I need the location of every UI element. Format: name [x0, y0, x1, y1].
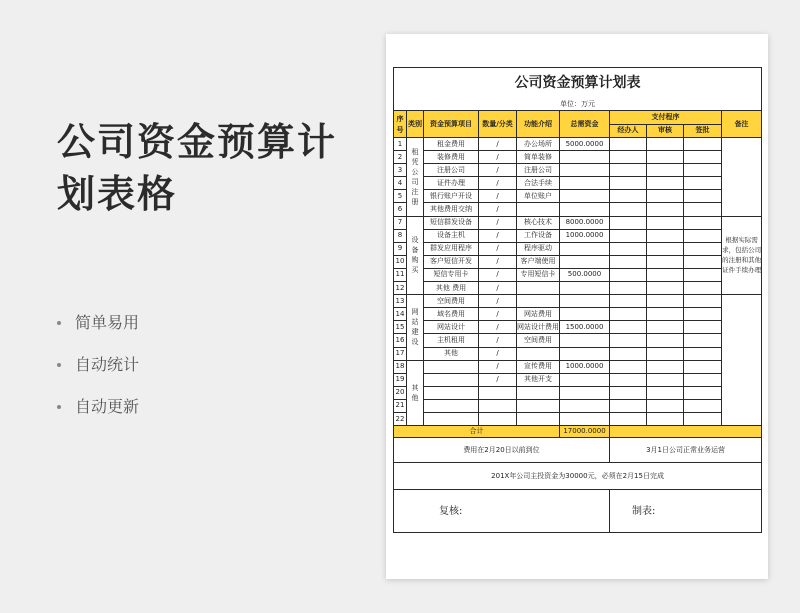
cell-item: 空间费用: [424, 295, 479, 308]
cell-qty: /: [479, 229, 517, 242]
cell-item: 网站设计: [424, 321, 479, 334]
cell-item: 其他: [424, 347, 479, 360]
cell-sign: [684, 295, 722, 308]
cell-handler: [610, 282, 647, 295]
cell-seq: 22: [394, 412, 407, 425]
cell-seq: 11: [394, 268, 407, 281]
header-sign: 签批: [684, 124, 722, 138]
cell-seq: 13: [394, 295, 407, 308]
cell-review: [647, 282, 684, 295]
cell-qty: /: [479, 295, 517, 308]
cell-sign: [684, 386, 722, 399]
table-row: [394, 334, 762, 347]
cell-sign: [684, 255, 722, 268]
cell-remark-note: 根据实际需求，包括公司的注册和其他证件手续办理: [722, 216, 762, 295]
cell-amount: 1000.0000: [560, 229, 610, 242]
cell-qty: /: [479, 164, 517, 177]
cell-amount: [560, 255, 610, 268]
cell-qty: /: [479, 216, 517, 229]
cell-handler: [610, 347, 647, 360]
cell-review: [647, 268, 684, 281]
header-category: 类别: [407, 111, 424, 138]
cell-qty: /: [479, 203, 517, 216]
cell-review: [647, 138, 684, 151]
table-row: [394, 399, 762, 412]
cell-function: 网站设计费用: [517, 321, 560, 334]
total-label: 合计: [394, 426, 560, 438]
cell-item: 主机租用: [424, 334, 479, 347]
cell-sign: [684, 203, 722, 216]
table-row: [394, 242, 762, 255]
header-item: 资金预算项目: [424, 111, 479, 138]
cell-function: 程序驱动: [517, 242, 560, 255]
cell-item: 装修费用: [424, 151, 479, 164]
table-row: [394, 203, 762, 216]
cell-amount: [560, 373, 610, 386]
cell-qty: /: [479, 177, 517, 190]
cell-seq: 6: [394, 203, 407, 216]
header-qty: 数量/分类: [479, 111, 517, 138]
cell-seq: 12: [394, 282, 407, 295]
unit-label: 单位：万元: [394, 98, 762, 111]
cell-item: [424, 373, 479, 386]
table-row: [394, 268, 762, 281]
cell-function: 其他开支: [517, 373, 560, 386]
budget-table: [393, 67, 762, 533]
cell-item: 设备主机: [424, 229, 479, 242]
note-right: 3月1日公司正常业务运营: [610, 438, 762, 463]
cell-review: [647, 242, 684, 255]
cell-handler: [610, 164, 647, 177]
cell-amount: 1500.0000: [560, 321, 610, 334]
cell-review: [647, 177, 684, 190]
cell-function: [517, 203, 560, 216]
cell-seq: 5: [394, 190, 407, 203]
cell-sign: [684, 399, 722, 412]
cell-qty: /: [479, 334, 517, 347]
cell-amount: [560, 151, 610, 164]
cell-function: 工作设备: [517, 229, 560, 242]
cell-handler: [610, 308, 647, 321]
cell-amount: [560, 308, 610, 321]
cell-review: [647, 255, 684, 268]
header-pay: 支付程序: [610, 111, 722, 125]
cell-review: [647, 334, 684, 347]
cell-handler: [610, 373, 647, 386]
cell-qty: [479, 386, 517, 399]
cell-review: [647, 308, 684, 321]
cell-seq: 8: [394, 229, 407, 242]
cell-seq: 20: [394, 386, 407, 399]
cell-amount: [560, 177, 610, 190]
cell-sign: [684, 347, 722, 360]
cell-sign: [684, 268, 722, 281]
cell-amount: [560, 334, 610, 347]
total-blank: [610, 426, 762, 438]
cell-qty: /: [479, 282, 517, 295]
header-remark: 备注: [722, 111, 762, 138]
cell-item: 域名费用: [424, 308, 479, 321]
cell-qty: /: [479, 242, 517, 255]
cell-qty: /: [479, 373, 517, 386]
bullet-dot-icon: [57, 405, 61, 409]
cell-amount: 5000.0000: [560, 138, 610, 151]
cell-review: [647, 164, 684, 177]
cell-sign: [684, 242, 722, 255]
cell-qty: /: [479, 190, 517, 203]
cell-function: [517, 412, 560, 425]
cell-qty: [479, 399, 517, 412]
cell-qty: /: [479, 138, 517, 151]
table-row: [394, 190, 762, 203]
cell-seq: 17: [394, 347, 407, 360]
cell-seq: 10: [394, 255, 407, 268]
cell-qty: /: [479, 360, 517, 373]
cell-qty: /: [479, 151, 517, 164]
table-row: [394, 360, 762, 373]
cell-item: 银行账户开设: [424, 190, 479, 203]
table-row: [394, 282, 762, 295]
cell-review: [647, 360, 684, 373]
cell-sign: [684, 138, 722, 151]
cell-qty: /: [479, 268, 517, 281]
cell-amount: [560, 399, 610, 412]
cell-qty: /: [479, 255, 517, 268]
cell-handler: [610, 399, 647, 412]
header-total: 总需资金: [560, 111, 610, 138]
table-row: [394, 255, 762, 268]
cell-function: 空间费用: [517, 334, 560, 347]
feature-item: 自动更新: [57, 397, 139, 439]
cell-function: [517, 399, 560, 412]
total-value: 17000.0000: [560, 426, 610, 438]
table-row: [394, 177, 762, 190]
slide-title-line1: 公司资金预算计: [57, 120, 338, 164]
table-row: [394, 373, 762, 386]
cell-handler: [610, 138, 647, 151]
cell-seq: 7: [394, 216, 407, 229]
cell-seq: 3: [394, 164, 407, 177]
table-row: [394, 164, 762, 177]
cell-amount: [560, 347, 610, 360]
cell-review: [647, 399, 684, 412]
cell-seq: 15: [394, 321, 407, 334]
cell-sign: [684, 321, 722, 334]
cell-sign: [684, 308, 722, 321]
maker-label: 制表:: [610, 490, 762, 533]
table-row: [394, 216, 762, 229]
table-row: [394, 138, 762, 151]
cell-sign: [684, 360, 722, 373]
cell-sign: [684, 334, 722, 347]
cell-item: 客户短信开发: [424, 255, 479, 268]
header-review: 审核: [647, 124, 684, 138]
cell-sign: [684, 164, 722, 177]
schedule-row: [394, 438, 762, 463]
cell-item: [424, 399, 479, 412]
cell-function: 注册公司: [517, 164, 560, 177]
cell-handler: [610, 412, 647, 425]
cell-handler: [610, 190, 647, 203]
cell-amount: 8000.0000: [560, 216, 610, 229]
cell-seq: 2: [394, 151, 407, 164]
cell-function: 核心技术: [517, 216, 560, 229]
cell-qty: /: [479, 347, 517, 360]
note-left: 费用在2月20日以前到位: [394, 438, 610, 463]
signature-row: [394, 490, 762, 533]
cell-handler: [610, 242, 647, 255]
cell-function: 宣传费用: [517, 360, 560, 373]
feature-item: 简单易用: [57, 313, 139, 355]
cell-item: 短信专用卡: [424, 268, 479, 281]
table-title: 公司资金预算计划表: [394, 68, 762, 99]
investment-row: [394, 463, 762, 490]
cell-function: 单位账户: [517, 190, 560, 203]
cell-amount: [560, 386, 610, 399]
cell-sign: [684, 216, 722, 229]
cell-item: 群发应用程序: [424, 242, 479, 255]
total-row: [394, 426, 762, 438]
cell-remark: [722, 138, 762, 217]
cell-function: 网站费用: [517, 308, 560, 321]
cell-handler: [610, 360, 647, 373]
cell-handler: [610, 268, 647, 281]
cell-amount: [560, 282, 610, 295]
spreadsheet-preview: [386, 34, 768, 579]
cell-function: [517, 347, 560, 360]
table-row: [394, 151, 762, 164]
cell-amount: 500.0000: [560, 268, 610, 281]
cell-category: 租凭公司注册: [407, 138, 424, 217]
cell-sign: [684, 229, 722, 242]
cell-seq: 16: [394, 334, 407, 347]
table-row: [394, 308, 762, 321]
cell-item: 注册公司: [424, 164, 479, 177]
cell-amount: [560, 295, 610, 308]
feature-item: 自动统计: [57, 355, 139, 397]
cell-seq: 4: [394, 177, 407, 190]
cell-seq: 1: [394, 138, 407, 151]
table-row: [394, 412, 762, 425]
cell-function: 办公场所: [517, 138, 560, 151]
cell-seq: 9: [394, 242, 407, 255]
cell-qty: /: [479, 321, 517, 334]
header-handler: 经办人: [610, 124, 647, 138]
table-row: [394, 321, 762, 334]
cell-seq: 19: [394, 373, 407, 386]
header-function: 功能介绍: [517, 111, 560, 138]
review-label: 复核:: [394, 490, 610, 533]
cell-review: [647, 373, 684, 386]
cell-handler: [610, 295, 647, 308]
cell-handler: [610, 216, 647, 229]
cell-function: [517, 295, 560, 308]
note-main: 201X年公司主投资金为30000元，必须在2月15日完成: [394, 463, 762, 490]
slide-title: [57, 116, 367, 220]
cell-item: [424, 386, 479, 399]
cell-qty: [479, 412, 517, 425]
cell-amount: [560, 164, 610, 177]
cell-function: [517, 282, 560, 295]
cell-function: 简单装修: [517, 151, 560, 164]
cell-review: [647, 295, 684, 308]
cell-sign: [684, 151, 722, 164]
cell-handler: [610, 255, 647, 268]
cell-item: [424, 360, 479, 373]
table-row: [394, 295, 762, 308]
cell-review: [647, 321, 684, 334]
cell-sign: [684, 412, 722, 425]
feature-list: [57, 313, 139, 439]
cell-sign: [684, 190, 722, 203]
cell-category: 网站建设: [407, 295, 424, 360]
cell-function: 专用短信卡: [517, 268, 560, 281]
cell-remark: [722, 295, 762, 426]
cell-review: [647, 347, 684, 360]
cell-function: 客户端使用: [517, 255, 560, 268]
cell-amount: [560, 412, 610, 425]
cell-handler: [610, 229, 647, 242]
cell-item: 其他费用交纳: [424, 203, 479, 216]
cell-function: [517, 386, 560, 399]
cell-sign: [684, 373, 722, 386]
cell-item: 证件办理: [424, 177, 479, 190]
cell-item: [424, 412, 479, 425]
cell-category: 其他: [407, 360, 424, 425]
table-row: [394, 229, 762, 242]
cell-amount: [560, 190, 610, 203]
cell-review: [647, 386, 684, 399]
cell-review: [647, 412, 684, 425]
cell-item: 租金费用: [424, 138, 479, 151]
cell-item: 短信群发设备: [424, 216, 479, 229]
cell-amount: 1000.0000: [560, 360, 610, 373]
cell-review: [647, 203, 684, 216]
cell-handler: [610, 321, 647, 334]
cell-category: 设备购买: [407, 216, 424, 295]
bullet-dot-icon: [57, 363, 61, 367]
cell-handler: [610, 203, 647, 216]
cell-amount: [560, 203, 610, 216]
cell-review: [647, 151, 684, 164]
cell-qty: /: [479, 308, 517, 321]
cell-sign: [684, 177, 722, 190]
cell-seq: 18: [394, 360, 407, 373]
cell-sign: [684, 282, 722, 295]
cell-item: 其他 费用: [424, 282, 479, 295]
cell-review: [647, 190, 684, 203]
cell-function: 合法手续: [517, 177, 560, 190]
cell-handler: [610, 386, 647, 399]
slide-title-line2: 划表格: [57, 172, 178, 216]
cell-amount: [560, 242, 610, 255]
table-row: [394, 347, 762, 360]
cell-handler: [610, 177, 647, 190]
table-row: [394, 386, 762, 399]
cell-review: [647, 229, 684, 242]
bullet-dot-icon: [57, 321, 61, 325]
header-seq: 序号: [394, 111, 407, 138]
cell-handler: [610, 334, 647, 347]
cell-seq: 21: [394, 399, 407, 412]
cell-review: [647, 216, 684, 229]
cell-seq: 14: [394, 308, 407, 321]
cell-handler: [610, 151, 647, 164]
